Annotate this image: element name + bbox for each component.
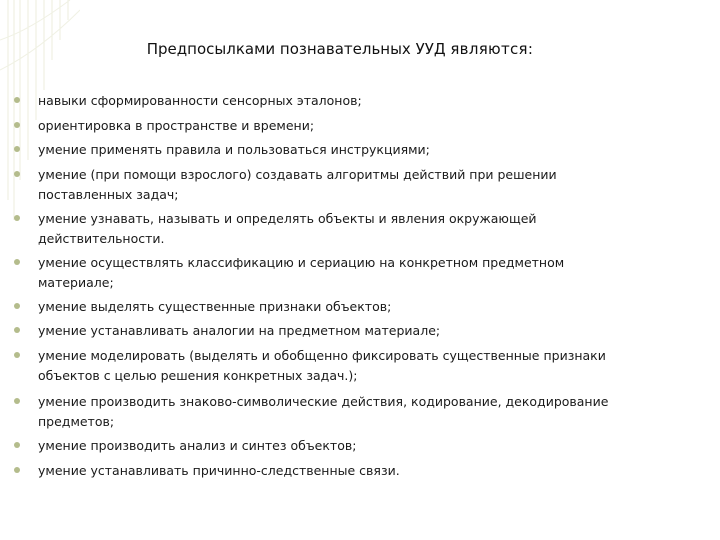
bullet-dot-icon [14, 327, 20, 333]
list-item-text: умение применять правила и пользоваться инструкциями; [38, 142, 430, 157]
bullet-dot-icon [14, 303, 20, 309]
list-item-text: умение производить знаково-символические действия, кодирование, декодирование предметов; [38, 394, 609, 429]
title-main: Предпосылками познавательных УУД [146, 40, 446, 58]
bullet-dot-icon [14, 352, 20, 358]
bullet-dot-icon [14, 122, 20, 128]
list-item [14, 209, 654, 249]
list-item [14, 346, 654, 386]
bullet-dot-icon [14, 398, 20, 404]
list-item-text: умение производить анализ и синтез объектов; [38, 438, 357, 453]
bullet-dot-icon [14, 215, 20, 221]
list-item [14, 116, 654, 136]
bullet-dot-icon [14, 171, 20, 177]
list-item [14, 253, 654, 293]
list-item [14, 165, 654, 205]
bullet-dot-icon [14, 146, 20, 152]
list-item-text: умение (при помощи взрослого) создавать алгоритмы действий при решении поставленных задач; [38, 167, 557, 202]
bullet-dot-icon [14, 442, 20, 448]
list-item-text: умение выделять существенные признаки объектов; [38, 299, 392, 314]
list-item-text: умение устанавливать причинно-следственные связи. [38, 463, 400, 478]
list-item [14, 392, 654, 432]
list-item [14, 91, 654, 111]
list-item-text: умение узнавать, называть и определять объекты и явления окружающей действительности. [38, 211, 537, 246]
list-item [14, 297, 654, 317]
list-item [14, 321, 654, 341]
bullet-dot-icon [14, 259, 20, 265]
list-item [14, 461, 654, 481]
list-item-text: ориентировка в пространстве и времени; [38, 118, 315, 133]
list-item-text: умение устанавливать аналогии на предметном материале; [38, 323, 441, 338]
list-item [14, 140, 654, 160]
list-item [14, 436, 654, 456]
title-tail: являются: [450, 40, 534, 58]
list-item-text: умение моделировать (выделять и обобщенно фиксировать существенные признаки объектов с целью решения конкретных задач.); [38, 348, 606, 383]
bullet-dot-icon [14, 467, 20, 473]
bullet-dot-icon [14, 97, 20, 103]
list-item-text: умение осуществлять классификацию и сериацию на конкретном предметном материале; [38, 255, 565, 290]
list-item-text: навыки сформированности сенсорных эталонов; [38, 93, 362, 108]
